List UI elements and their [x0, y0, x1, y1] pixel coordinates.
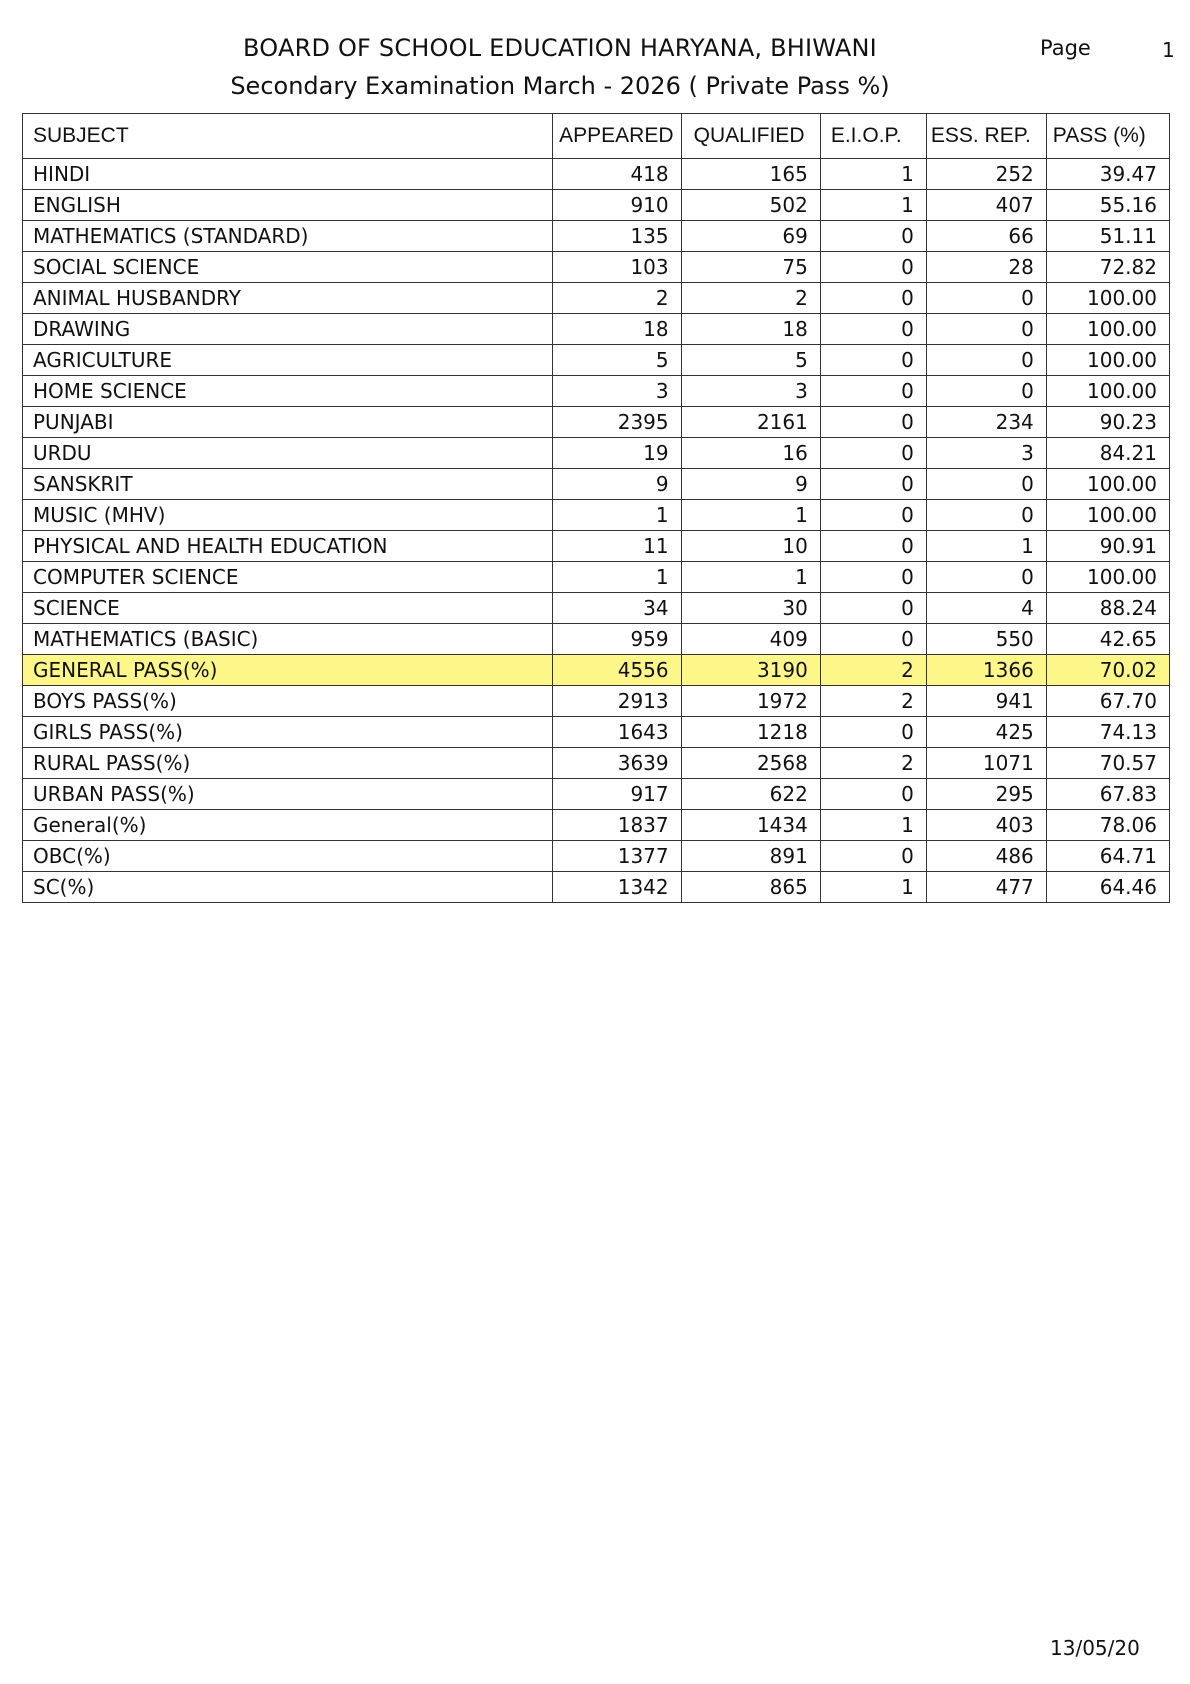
cell-eiop: 1 [820, 872, 926, 903]
cell-subject: HOME SCIENCE [23, 376, 553, 407]
cell-qualified: 5 [681, 345, 820, 376]
results-table [22, 113, 1170, 903]
table-row [23, 438, 1170, 469]
cell-eiop: 0 [820, 531, 926, 562]
cell-qualified: 622 [681, 779, 820, 810]
cell-qualified: 409 [681, 624, 820, 655]
cell-subject: SC(%) [23, 872, 553, 903]
cell-ess-rep: 1071 [926, 748, 1046, 779]
cell-ess-rep: 1 [926, 531, 1046, 562]
cell-subject: AGRICULTURE [23, 345, 553, 376]
cell-ess-rep: 66 [926, 221, 1046, 252]
cell-qualified: 891 [681, 841, 820, 872]
table-row [23, 686, 1170, 717]
cell-eiop: 0 [820, 841, 926, 872]
cell-subject: ENGLISH [23, 190, 553, 221]
cell-subject: General(%) [23, 810, 553, 841]
cell-qualified: 502 [681, 190, 820, 221]
cell-eiop: 0 [820, 221, 926, 252]
table-row [23, 748, 1170, 779]
report-subtitle: Secondary Examination March - 2026 ( Private Pass %) [230, 72, 890, 100]
column-header-pass: PASS (%) [1046, 114, 1169, 159]
cell-pass: 67.70 [1046, 686, 1169, 717]
table-row [23, 376, 1170, 407]
cell-pass: 67.83 [1046, 779, 1169, 810]
cell-qualified: 1434 [681, 810, 820, 841]
cell-subject: GIRLS PASS(%) [23, 717, 553, 748]
cell-subject: DRAWING [23, 314, 553, 345]
cell-pass: 78.06 [1046, 810, 1169, 841]
cell-appeared: 9 [553, 469, 682, 500]
cell-subject: MUSIC (MHV) [23, 500, 553, 531]
table-row [23, 531, 1170, 562]
cell-appeared: 2395 [553, 407, 682, 438]
cell-eiop: 0 [820, 779, 926, 810]
cell-eiop: 2 [820, 748, 926, 779]
table-row [23, 407, 1170, 438]
cell-qualified: 2161 [681, 407, 820, 438]
cell-subject: PUNJABI [23, 407, 553, 438]
cell-appeared: 418 [553, 159, 682, 190]
cell-eiop: 0 [820, 717, 926, 748]
cell-subject: MATHEMATICS (STANDARD) [23, 221, 553, 252]
cell-ess-rep: 0 [926, 345, 1046, 376]
table-row [23, 655, 1170, 686]
cell-ess-rep: 403 [926, 810, 1046, 841]
cell-qualified: 10 [681, 531, 820, 562]
cell-ess-rep: 0 [926, 314, 1046, 345]
cell-appeared: 3 [553, 376, 682, 407]
cell-pass: 84.21 [1046, 438, 1169, 469]
cell-ess-rep: 0 [926, 469, 1046, 500]
cell-subject: MATHEMATICS (BASIC) [23, 624, 553, 655]
cell-appeared: 1377 [553, 841, 682, 872]
cell-pass: 70.57 [1046, 748, 1169, 779]
cell-pass: 42.65 [1046, 624, 1169, 655]
cell-pass: 72.82 [1046, 252, 1169, 283]
cell-appeared: 1837 [553, 810, 682, 841]
table-row [23, 562, 1170, 593]
cell-qualified: 1218 [681, 717, 820, 748]
cell-subject: OBC(%) [23, 841, 553, 872]
cell-subject: COMPUTER SCIENCE [23, 562, 553, 593]
cell-subject: URBAN PASS(%) [23, 779, 553, 810]
cell-pass: 64.71 [1046, 841, 1169, 872]
column-header-appeared: APPEARED [553, 114, 682, 159]
cell-eiop: 0 [820, 314, 926, 345]
cell-pass: 100.00 [1046, 562, 1169, 593]
cell-appeared: 959 [553, 624, 682, 655]
report-date: 13/05/20 [1050, 1636, 1140, 1660]
table-row [23, 779, 1170, 810]
cell-appeared: 34 [553, 593, 682, 624]
cell-qualified: 2568 [681, 748, 820, 779]
table-row [23, 190, 1170, 221]
cell-subject: SCIENCE [23, 593, 553, 624]
cell-pass: 39.47 [1046, 159, 1169, 190]
cell-eiop: 0 [820, 469, 926, 500]
cell-eiop: 0 [820, 624, 926, 655]
cell-qualified: 9 [681, 469, 820, 500]
cell-ess-rep: 1366 [926, 655, 1046, 686]
cell-subject: GENERAL PASS(%) [23, 655, 553, 686]
cell-appeared: 910 [553, 190, 682, 221]
cell-ess-rep: 477 [926, 872, 1046, 903]
cell-pass: 100.00 [1046, 345, 1169, 376]
cell-ess-rep: 28 [926, 252, 1046, 283]
cell-appeared: 19 [553, 438, 682, 469]
cell-subject: SANSKRIT [23, 469, 553, 500]
cell-subject: HINDI [23, 159, 553, 190]
cell-eiop: 0 [820, 252, 926, 283]
cell-qualified: 18 [681, 314, 820, 345]
table-row [23, 624, 1170, 655]
cell-eiop: 0 [820, 345, 926, 376]
cell-pass: 55.16 [1046, 190, 1169, 221]
cell-ess-rep: 295 [926, 779, 1046, 810]
cell-qualified: 3190 [681, 655, 820, 686]
cell-qualified: 75 [681, 252, 820, 283]
table-row [23, 500, 1170, 531]
cell-appeared: 103 [553, 252, 682, 283]
cell-pass: 64.46 [1046, 872, 1169, 903]
cell-subject: URDU [23, 438, 553, 469]
cell-appeared: 4556 [553, 655, 682, 686]
cell-subject: RURAL PASS(%) [23, 748, 553, 779]
cell-pass: 100.00 [1046, 469, 1169, 500]
cell-subject: SOCIAL SCIENCE [23, 252, 553, 283]
cell-qualified: 1 [681, 500, 820, 531]
cell-subject: ANIMAL HUSBANDRY [23, 283, 553, 314]
cell-appeared: 135 [553, 221, 682, 252]
cell-pass: 100.00 [1046, 314, 1169, 345]
cell-qualified: 2 [681, 283, 820, 314]
cell-appeared: 2 [553, 283, 682, 314]
table-row [23, 872, 1170, 903]
cell-qualified: 165 [681, 159, 820, 190]
cell-eiop: 0 [820, 500, 926, 531]
table-row [23, 717, 1170, 748]
cell-ess-rep: 3 [926, 438, 1046, 469]
page-number: 1 [1162, 38, 1175, 62]
cell-appeared: 917 [553, 779, 682, 810]
table-row [23, 159, 1170, 190]
cell-ess-rep: 0 [926, 376, 1046, 407]
cell-subject: PHYSICAL AND HEALTH EDUCATION [23, 531, 553, 562]
cell-qualified: 1972 [681, 686, 820, 717]
cell-ess-rep: 941 [926, 686, 1046, 717]
cell-qualified: 865 [681, 872, 820, 903]
cell-qualified: 30 [681, 593, 820, 624]
cell-ess-rep: 4 [926, 593, 1046, 624]
table-body [23, 159, 1170, 903]
cell-ess-rep: 0 [926, 500, 1046, 531]
cell-eiop: 2 [820, 686, 926, 717]
cell-ess-rep: 550 [926, 624, 1046, 655]
cell-ess-rep: 486 [926, 841, 1046, 872]
cell-eiop: 0 [820, 438, 926, 469]
cell-eiop: 0 [820, 593, 926, 624]
cell-pass: 100.00 [1046, 283, 1169, 314]
column-header-subject: SUBJECT [23, 114, 553, 159]
cell-eiop: 0 [820, 283, 926, 314]
page-label: Page [1040, 36, 1091, 60]
cell-ess-rep: 252 [926, 159, 1046, 190]
cell-eiop: 1 [820, 810, 926, 841]
cell-pass: 100.00 [1046, 500, 1169, 531]
table-row [23, 841, 1170, 872]
table-header-row [23, 114, 1170, 159]
cell-appeared: 1342 [553, 872, 682, 903]
cell-pass: 74.13 [1046, 717, 1169, 748]
cell-eiop: 0 [820, 376, 926, 407]
cell-appeared: 5 [553, 345, 682, 376]
table-row [23, 283, 1170, 314]
cell-pass: 90.23 [1046, 407, 1169, 438]
table-row [23, 221, 1170, 252]
cell-eiop: 2 [820, 655, 926, 686]
cell-eiop: 1 [820, 190, 926, 221]
cell-appeared: 3639 [553, 748, 682, 779]
column-header-qualified: QUALIFIED [681, 114, 820, 159]
cell-appeared: 11 [553, 531, 682, 562]
cell-appeared: 18 [553, 314, 682, 345]
column-header-eiop: E.I.O.P. [820, 114, 926, 159]
table-row [23, 314, 1170, 345]
cell-appeared: 1643 [553, 717, 682, 748]
cell-pass: 100.00 [1046, 376, 1169, 407]
cell-qualified: 1 [681, 562, 820, 593]
cell-pass: 90.91 [1046, 531, 1169, 562]
cell-ess-rep: 407 [926, 190, 1046, 221]
cell-ess-rep: 0 [926, 283, 1046, 314]
table-row [23, 469, 1170, 500]
cell-appeared: 1 [553, 500, 682, 531]
cell-eiop: 0 [820, 407, 926, 438]
cell-eiop: 0 [820, 562, 926, 593]
cell-eiop: 1 [820, 159, 926, 190]
column-header-ess-rep: ESS. REP. [926, 114, 1046, 159]
cell-qualified: 16 [681, 438, 820, 469]
cell-appeared: 2913 [553, 686, 682, 717]
table-row [23, 345, 1170, 376]
cell-ess-rep: 425 [926, 717, 1046, 748]
cell-subject: BOYS PASS(%) [23, 686, 553, 717]
table-row [23, 593, 1170, 624]
cell-ess-rep: 0 [926, 562, 1046, 593]
cell-qualified: 69 [681, 221, 820, 252]
cell-ess-rep: 234 [926, 407, 1046, 438]
cell-appeared: 1 [553, 562, 682, 593]
table-row [23, 810, 1170, 841]
table-row [23, 252, 1170, 283]
cell-pass: 51.11 [1046, 221, 1169, 252]
cell-pass: 70.02 [1046, 655, 1169, 686]
cell-qualified: 3 [681, 376, 820, 407]
report-title: BOARD OF SCHOOL EDUCATION HARYANA, BHIWANI [243, 34, 877, 62]
cell-pass: 88.24 [1046, 593, 1169, 624]
